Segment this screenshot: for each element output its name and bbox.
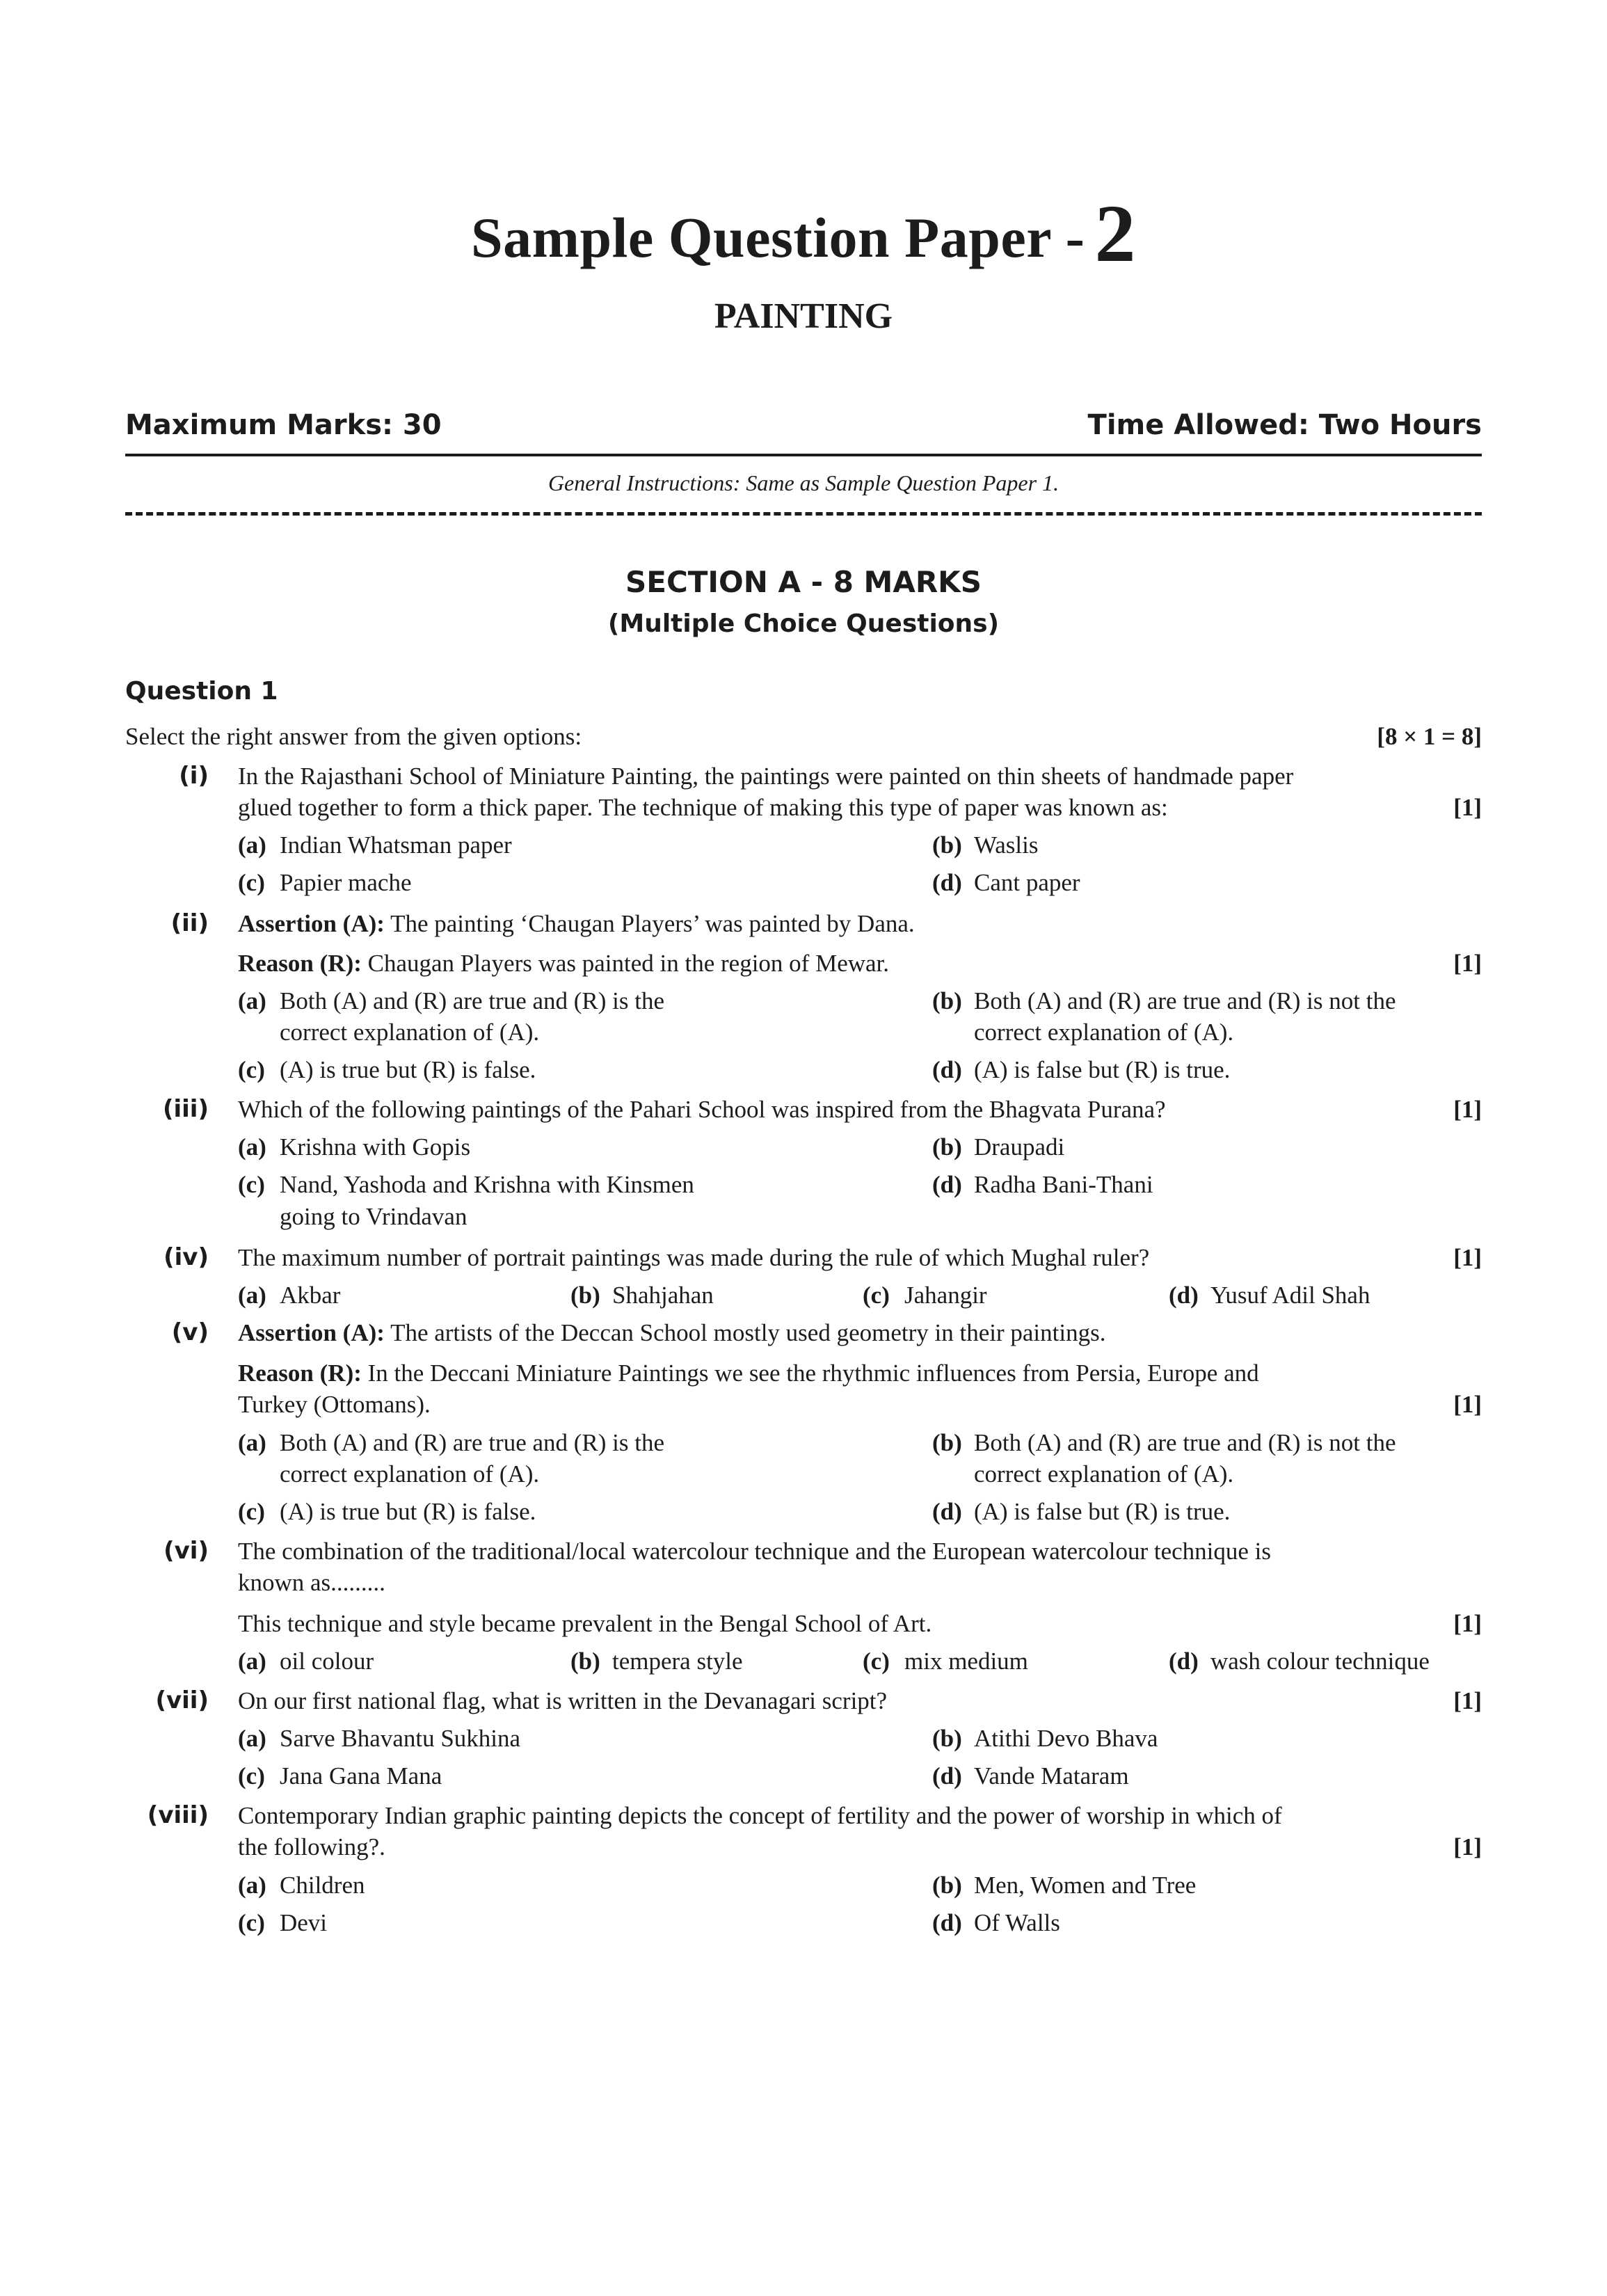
option-a: (a) Children: [238, 1872, 365, 1899]
question-number: (iii): [162, 1095, 209, 1123]
question-text: The maximum number of portrait paintings was made during the rule of which Mughal ruler?: [238, 1244, 1150, 1271]
option-a: (a) Both (A) and (R) are true and (R) is the: [238, 1429, 665, 1456]
option-b: (b) Both (A) and (R) are true and (R) is not the: [932, 987, 1396, 1014]
marks-time-row: [125, 409, 1482, 451]
question-number: (i): [179, 762, 209, 790]
option-a: (a) Akbar: [238, 1282, 341, 1309]
option-b: (b) Atithi Devo Bhava: [932, 1725, 1158, 1752]
option-a: (a) Sarve Bhavantu Sukhina: [238, 1725, 521, 1752]
question-mark: [1]: [1453, 1687, 1482, 1714]
option-b: (b) Men, Women and Tree: [932, 1872, 1197, 1899]
question-mark: [1]: [1453, 794, 1482, 821]
question-paper-page: [125, 0, 1482, 2296]
question-heading: Question 1: [125, 677, 278, 705]
option-b-continued: correct explanation of (A).: [974, 1019, 1234, 1046]
option-c: (c) mix medium: [863, 1648, 1028, 1675]
option-a-continued: correct explanation of (A).: [280, 1019, 540, 1046]
option-b: (b) Shahjahan: [570, 1282, 714, 1309]
question-text: Which of the following paintings of the Pahari School was inspired from the Bhagvata Purana?: [238, 1096, 1166, 1123]
question-mark: [1]: [1453, 950, 1482, 977]
paper-number: 2: [1094, 188, 1136, 279]
paper-title: [125, 186, 1482, 281]
reason-text: Reason (R): Chaugan Players was painted in the region of Mewar.: [238, 950, 890, 977]
question-text: known as.........: [238, 1569, 385, 1596]
section-subtitle: (Multiple Choice Questions): [607, 609, 1000, 638]
option-b: (b) tempera style: [570, 1648, 743, 1675]
option-c: (c) Jahangir: [863, 1282, 987, 1309]
section-title: SECTION A - 8 MARKS: [625, 565, 982, 599]
option-b-continued: correct explanation of (A).: [974, 1460, 1234, 1488]
dashed-divider: [125, 512, 1482, 516]
question-text: On our first national flag, what is written in the Devanagari script?: [238, 1687, 888, 1714]
paper-title-text: Sample Question Paper -: [471, 206, 1085, 269]
option-b: (b) Waslis: [932, 831, 1039, 859]
question-mark: [1]: [1453, 1244, 1482, 1271]
question-text: The combination of the traditional/local watercolour technique and the European watercolour technique is: [238, 1538, 1272, 1565]
question-mark: [1]: [1453, 1610, 1482, 1637]
question-text: the following?.: [238, 1833, 385, 1860]
total-marks: [8 × 1 = 8]: [1377, 723, 1482, 750]
option-b: (b) Draupadi: [932, 1133, 1065, 1161]
option-c: (c) Jana Gana Mana: [238, 1762, 442, 1789]
question-text: In the Rajasthani School of Miniature Painting, the paintings were painted on thin sheets of handmade paper: [238, 763, 1294, 790]
subject-title: PAINTING: [714, 296, 893, 336]
option-d: (d) Of Walls: [932, 1909, 1060, 1936]
maximum-marks: Maximum Marks: 30: [125, 409, 442, 441]
question-text: glued together to form a thick paper. The technique of making this type of paper was known as:: [238, 794, 1168, 821]
option-d: (d) Cant paper: [932, 869, 1080, 896]
option-d: (d) (A) is false but (R) is true.: [932, 1056, 1231, 1083]
option-a-continued: correct explanation of (A).: [280, 1460, 540, 1488]
option-d: (d) Yusuf Adil Shah: [1169, 1282, 1370, 1309]
question-text: This technique and style became prevalent in the Bengal School of Art.: [238, 1610, 932, 1637]
time-allowed: Time Allowed: Two Hours: [1087, 409, 1482, 441]
option-d: (d) (A) is false but (R) is true.: [932, 1498, 1231, 1525]
question-mark: [1]: [1453, 1096, 1482, 1123]
option-c-continued: going to Vrindavan: [280, 1203, 467, 1230]
question-number: (vii): [155, 1687, 209, 1714]
instruction-text: Select the right answer from the given options:: [125, 723, 582, 750]
option-c: (c) Nand, Yashoda and Krishna with Kinsmen: [238, 1171, 694, 1198]
reason-text: Reason (R): In the Deccani Miniature Paintings we see the rhythmic influences from Persia, Europe and: [238, 1360, 1259, 1387]
question-number: (viii): [147, 1801, 209, 1829]
option-a: (a) oil colour: [238, 1648, 374, 1675]
question-text: Contemporary Indian graphic painting depicts the concept of fertility and the power of worship in which of: [238, 1802, 1282, 1829]
question-mark: [1]: [1453, 1391, 1482, 1418]
option-c: (c) Papier mache: [238, 869, 412, 896]
assertion-text: Assertion (A): The artists of the Deccan School mostly used geometry in their paintings.: [238, 1319, 1106, 1346]
question-number: (v): [171, 1318, 209, 1346]
assertion-text: Assertion (A): The painting ‘Chaugan Players’ was painted by Dana.: [238, 910, 915, 937]
question-mark: [1]: [1453, 1833, 1482, 1860]
option-c: (c) (A) is true but (R) is false.: [238, 1056, 536, 1083]
question-number: (iv): [163, 1243, 209, 1271]
option-d: (d) wash colour technique: [1169, 1648, 1430, 1675]
option-a: (a) Both (A) and (R) are true and (R) is the: [238, 987, 665, 1014]
option-a: (a) Krishna with Gopis: [238, 1133, 471, 1161]
option-d: (d) Vande Mataram: [932, 1762, 1129, 1789]
option-b: (b) Both (A) and (R) are true and (R) is not the: [932, 1429, 1396, 1456]
header-rule: [125, 454, 1482, 456]
question-number: (vi): [163, 1537, 209, 1565]
instruction-row: [125, 721, 1482, 752]
reason-text: Turkey (Ottomans).: [238, 1391, 431, 1418]
option-c: (c) Devi: [238, 1909, 328, 1936]
option-d: (d) Radha Bani-Thani: [932, 1171, 1153, 1198]
option-a: (a) Indian Whatsman paper: [238, 831, 512, 859]
general-instructions: General Instructions: Same as Sample Question Paper 1.: [547, 470, 1060, 495]
option-c: (c) (A) is true but (R) is false.: [238, 1498, 536, 1525]
question-number: (ii): [170, 909, 209, 937]
